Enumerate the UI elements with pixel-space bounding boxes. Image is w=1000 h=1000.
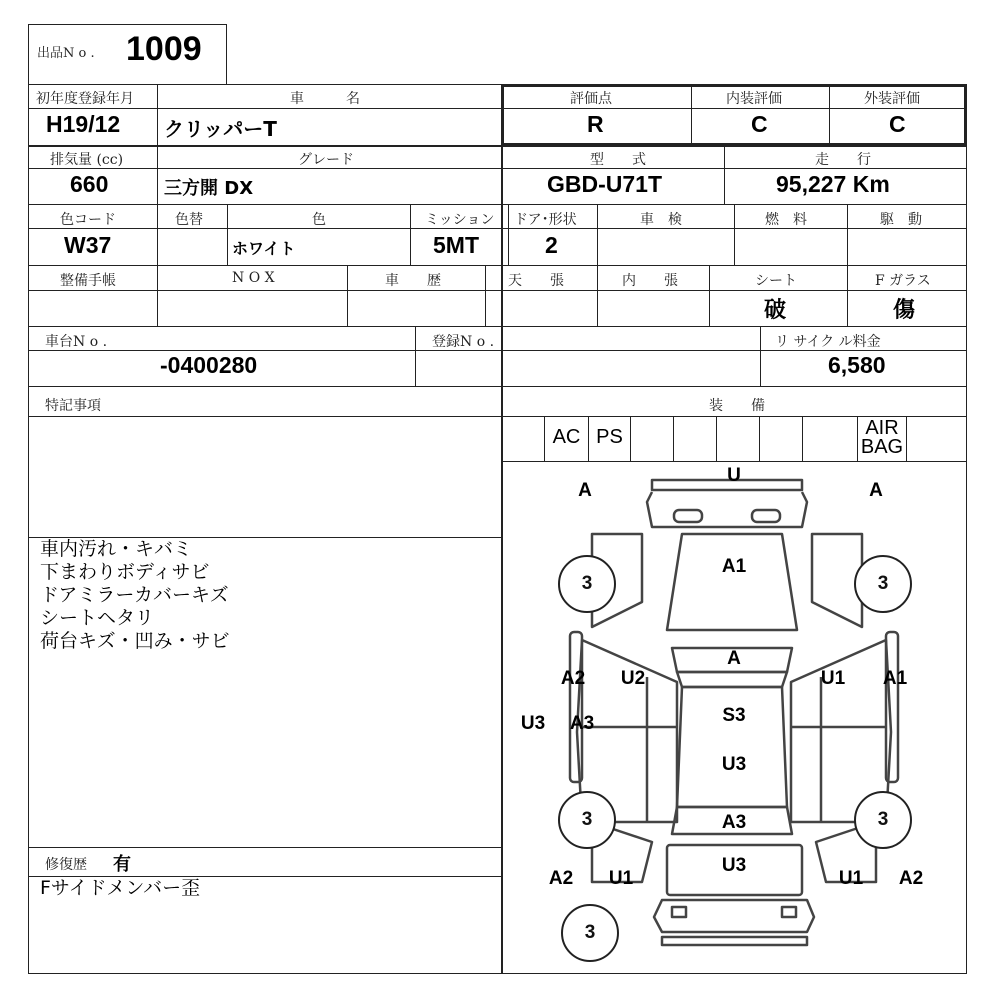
damage-mark: U2 xyxy=(620,668,646,689)
damage-mark: A3 xyxy=(569,713,595,734)
note-line: ドアミラーカバーキズ xyxy=(40,584,229,606)
damage-mark: A2 xyxy=(898,868,924,889)
damage-mark: A xyxy=(869,480,883,501)
color-code-label: 色コード xyxy=(60,212,116,228)
score-value: R xyxy=(587,111,604,137)
equipment-ps: PS xyxy=(596,426,623,448)
color-value: ホワイト xyxy=(232,239,296,258)
fuel-label: 燃 料 xyxy=(765,212,807,228)
equipment-airbag: AIR BAG xyxy=(860,417,904,458)
mileage-label: 走 行 xyxy=(815,152,871,168)
lot-label: 出品N o . xyxy=(37,46,95,61)
repair-detail: Fサイドメンバー歪 xyxy=(40,877,201,899)
grade-label: グレード xyxy=(298,152,354,168)
drive-label: 駆 動 xyxy=(880,212,922,228)
registration-value: H19/12 xyxy=(46,111,121,137)
tire-spare: 3 xyxy=(561,904,619,962)
repair-label: 修復歴 xyxy=(45,857,87,873)
registration-no-label: 登録N o . xyxy=(432,334,495,350)
seat-value: 破 xyxy=(764,298,787,323)
note-line: 荷台キズ・凹み・サビ xyxy=(40,630,230,652)
damage-mark: U1 xyxy=(820,668,846,689)
damage-mark: U3 xyxy=(721,754,747,775)
history-label: 車 歴 xyxy=(385,273,441,289)
tire-rear-right: 3 xyxy=(854,791,912,849)
inner-lining-label: 内 張 xyxy=(622,273,678,289)
grade-value: 三方開 DX xyxy=(164,178,254,199)
score-label: 評価点 xyxy=(570,91,612,107)
equipment-label: 装 備 xyxy=(709,398,765,414)
note-line: 下まわりボディサビ xyxy=(40,561,210,583)
repair-value: 有 xyxy=(113,854,131,875)
inspection-label: 車 検 xyxy=(640,212,682,228)
damage-mark: U1 xyxy=(838,868,864,889)
tire-front-left: 3 xyxy=(558,555,616,613)
door-value: 2 xyxy=(545,232,558,258)
car-name-value: クリッパーT xyxy=(164,117,277,141)
damage-mark: S3 xyxy=(722,705,746,726)
roof-lining-label: 天 張 xyxy=(508,273,564,289)
notes-label: 特記事項 xyxy=(45,398,101,414)
note-line: シートヘタリ xyxy=(40,607,155,629)
damage-mark: U3 xyxy=(721,855,747,876)
mission-label: ミッション xyxy=(425,212,495,228)
door-label: ドア･形状 xyxy=(514,212,577,228)
damage-mark: A2 xyxy=(548,868,574,889)
damage-mark: A2 xyxy=(560,668,586,689)
damage-mark: A1 xyxy=(882,668,908,689)
displacement-label: 排気量 (cc) xyxy=(50,152,124,168)
displacement-value: 660 xyxy=(70,171,109,197)
seat-label: シート xyxy=(755,273,797,289)
recycle-value: 6,580 xyxy=(828,352,886,378)
damage-mark: U xyxy=(727,465,741,486)
damage-mark: U3 xyxy=(520,713,546,734)
tire-rear-left: 3 xyxy=(558,791,616,849)
front-glass-value: 傷 xyxy=(893,298,916,323)
tire-front-right: 3 xyxy=(854,555,912,613)
interior-label: 内装評価 xyxy=(726,91,782,107)
recolor-label: 色替 xyxy=(175,212,203,228)
color-label: 色 xyxy=(312,212,326,228)
damage-mark: A xyxy=(727,648,741,669)
maintenance-label: 整備手帳 xyxy=(60,273,116,289)
chassis-label: 車台N o . xyxy=(45,334,108,350)
car-name-label: 車 名 xyxy=(290,91,360,107)
exterior-label: 外装評価 xyxy=(864,91,920,107)
model-value: GBD-U71T xyxy=(547,171,663,197)
damage-mark: A3 xyxy=(721,812,747,833)
mileage-value: 95,227 Km xyxy=(776,171,890,197)
color-code-value: W37 xyxy=(64,232,112,258)
mission-value: 5MT xyxy=(433,232,479,258)
interior-value: C xyxy=(751,111,768,137)
recycle-label: リ サイク ル料金 xyxy=(775,334,881,350)
damage-mark: A1 xyxy=(721,556,747,577)
damage-mark: U1 xyxy=(608,868,634,889)
lot-number: 1009 xyxy=(126,30,202,68)
front-glass-label: F ガラス xyxy=(875,273,931,289)
exterior-value: C xyxy=(889,111,906,137)
registration-label: 初年度登録年月 xyxy=(36,91,134,107)
nox-label: N O X xyxy=(232,270,275,286)
damage-mark: A xyxy=(578,480,592,501)
equipment-ac: AC xyxy=(552,426,581,448)
chassis-value: -0400280 xyxy=(160,352,258,378)
note-line: 車内汚れ・キバミ xyxy=(40,538,193,560)
model-label: 型 式 xyxy=(590,152,646,168)
